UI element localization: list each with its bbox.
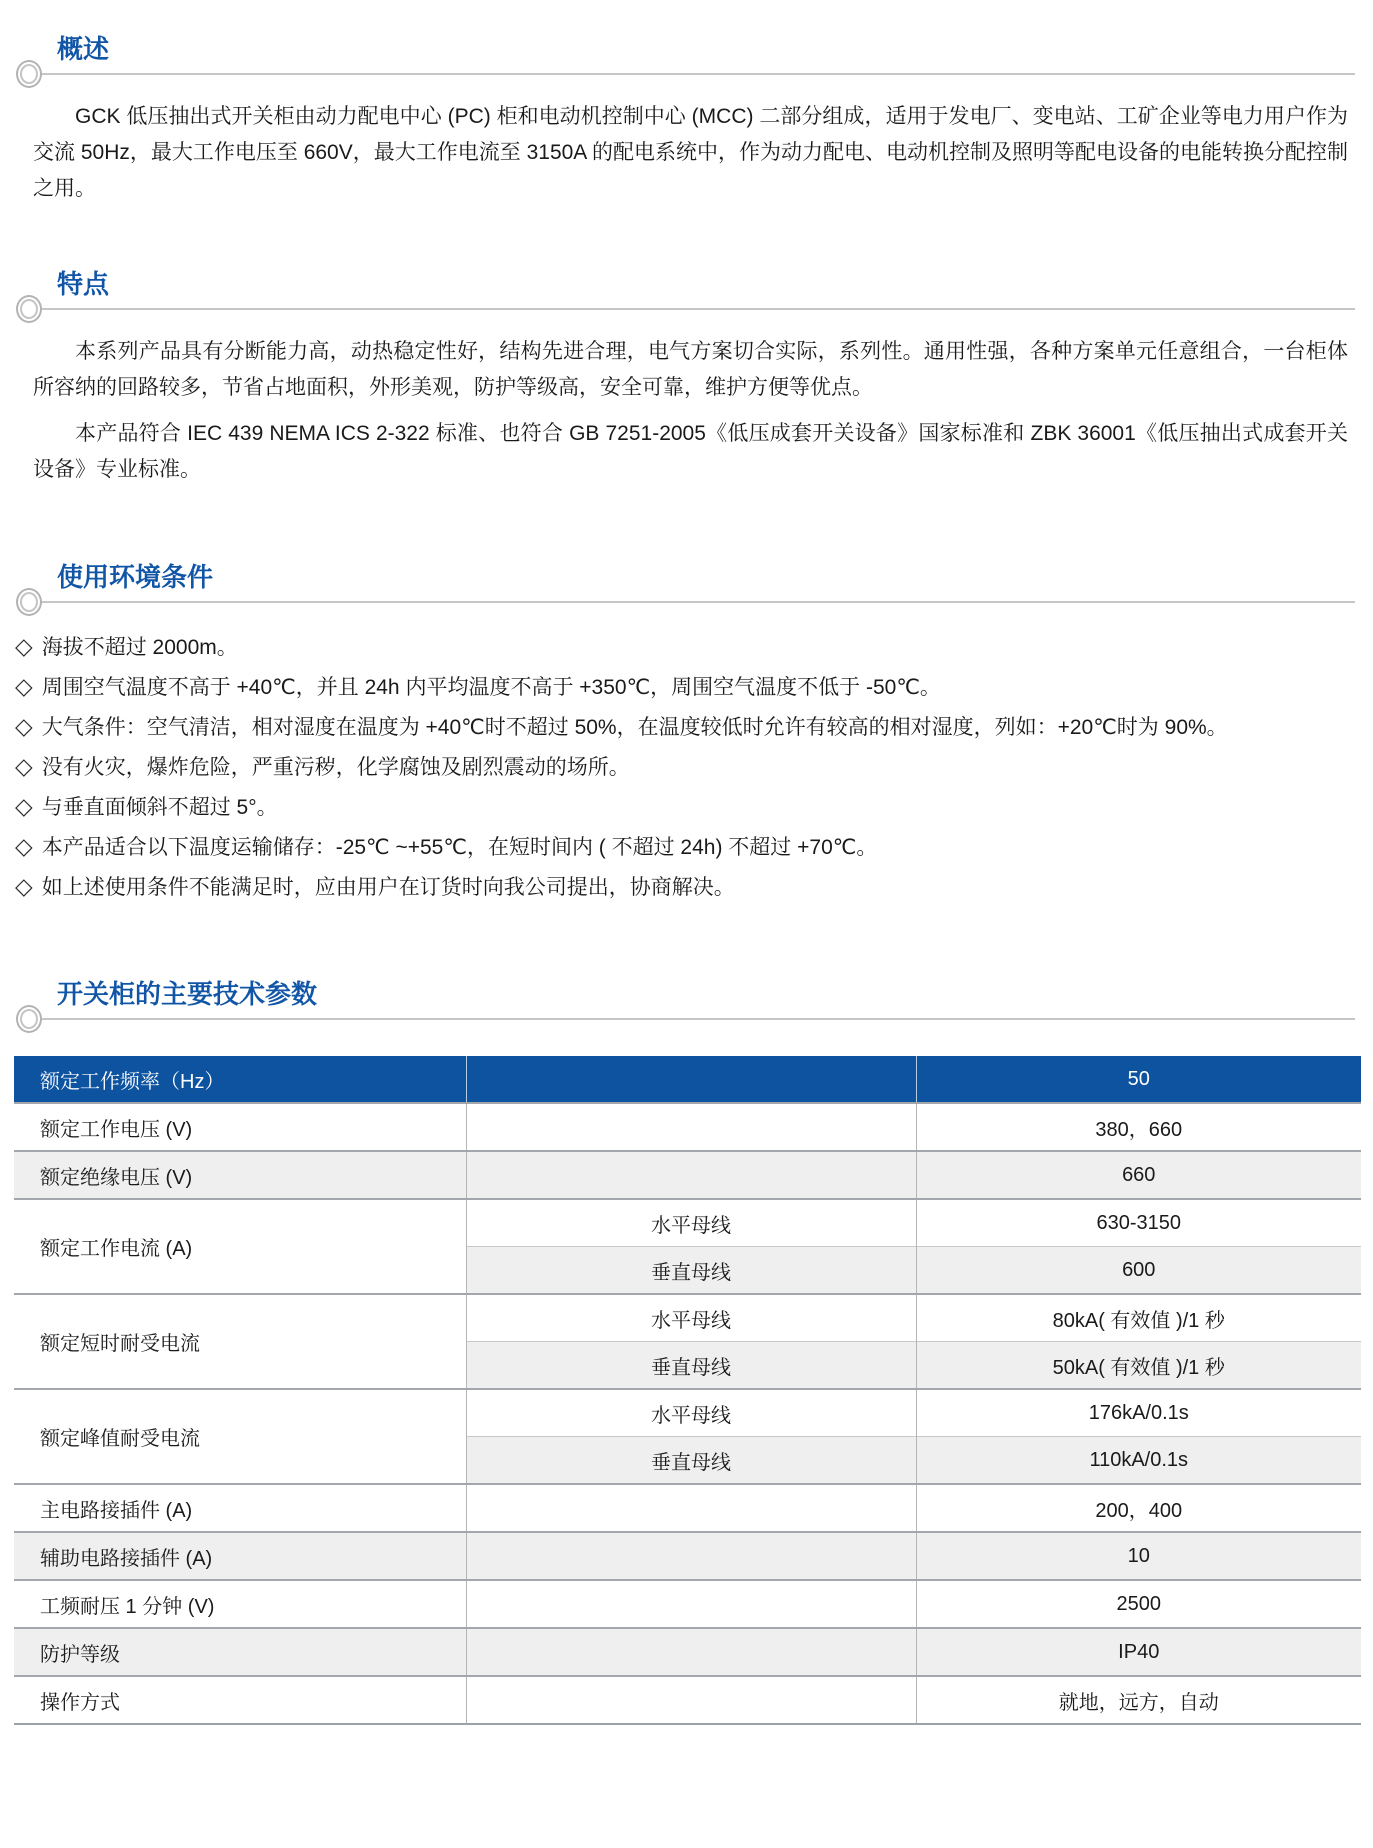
diamond-bullet-icon: ◇ [15,673,33,699]
param-value-cell: 2500 [916,1580,1361,1628]
params-table [14,1056,1361,1725]
diamond-bullet-icon: ◇ [15,713,33,739]
double-ring-inner [20,299,38,319]
param-sub-cell [466,1103,916,1151]
env-condition-text: 大气条件：空气清洁，相对湿度在温度为 +40℃时不超过 50%，在温度较低时允许有较高的相对湿度，列如：+20℃时为 90%。 [41,716,1228,739]
diamond-bullet-icon: ◇ [15,753,33,779]
param-value-cell: IP40 [916,1628,1361,1676]
param-sub-cell: 垂直母线 [466,1342,916,1390]
param-value-cell: 80kA( 有效值 )/1 秒 [916,1294,1361,1342]
param-sub-cell [466,1056,916,1103]
param-value-cell: 50 [916,1056,1361,1103]
param-label-cell: 额定工作电流 (A) [14,1199,466,1294]
param-label-cell: 工频耐压 1 分钟 (V) [14,1580,466,1628]
param-sub-cell [466,1532,916,1580]
param-sub-cell [466,1484,916,1532]
param-value-cell: 380，660 [916,1103,1361,1151]
diamond-bullet-icon: ◇ [15,793,33,819]
param-label-cell: 额定绝缘电压 (V) [14,1151,466,1199]
param-value-cell: 200，400 [916,1484,1361,1532]
param-sub-cell: 水平母线 [466,1389,916,1437]
param-label-cell: 额定峰值耐受电流 [14,1389,466,1484]
double-ring-inner [20,592,38,612]
table-row [14,1484,1361,1532]
double-ring-inner [20,64,38,84]
env-condition-text: 本产品适合以下温度运输储存：-25℃ ~+55℃，在短时间内 ( 不超过 24h) 不超过 +70℃。 [41,836,878,859]
param-value-cell: 630-3150 [916,1199,1361,1247]
table-header-row [14,1056,1361,1103]
param-value-cell: 就地，远方，自动 [916,1676,1361,1724]
env-condition-item [15,707,1360,747]
table-row [14,1676,1361,1724]
features-paragraph-1: 本系列产品具有分断能力高，动热稳定性好，结构先进合理，电气方案切合实际，系列性。通用性强，各种方案单元任意组合，一台柜体所容纳的回路较多，节省占地面积，外形美观，防护等级高，安全可靠，维护方便等优点。 [33,340,1348,399]
section-divider [31,1018,1355,1020]
param-sub-cell [466,1580,916,1628]
section-divider [31,73,1355,75]
param-sub-cell [466,1151,916,1199]
env-condition-item [15,747,1360,787]
param-sub-cell: 垂直母线 [466,1247,916,1295]
param-value-cell: 660 [916,1151,1361,1199]
section-environment [13,562,1360,907]
features-paragraph-2: 本产品符合 IEC 439 NEMA ICS 2-322 标准、也符合 GB 7251-2005《低压成套开关设备》国家标准和 ZBK 36001《低压抽出式成套开关设备》专业标准。 [33,422,1348,481]
double-ring-inner [20,1009,38,1029]
param-value-cell: 10 [916,1532,1361,1580]
double-ring-icon [16,295,42,323]
env-condition-item [15,827,1360,867]
param-label-cell: 辅助电路接插件 (A) [14,1532,466,1580]
double-ring-icon [16,588,42,616]
section-title-features: 特点 [57,269,110,299]
table-row [14,1532,1361,1580]
section-divider [31,601,1355,603]
section-title-environment: 使用环境条件 [57,562,214,592]
environment-condition-list [15,627,1360,907]
env-condition-item [15,667,1360,707]
env-condition-item [15,867,1360,907]
param-sub-cell [466,1628,916,1676]
param-label-cell: 额定工作频率（Hz） [14,1056,466,1103]
env-condition-text: 没有火灾，爆炸危险，严重污秽，化学腐蚀及剧烈震动的场所。 [41,756,630,779]
param-label-cell: 防护等级 [14,1628,466,1676]
table-row [14,1389,1361,1437]
table-row [14,1294,1361,1342]
param-sub-cell: 水平母线 [466,1294,916,1342]
double-ring-icon [16,60,42,88]
table-row [14,1580,1361,1628]
diamond-bullet-icon: ◇ [15,833,33,859]
section-divider [31,308,1355,310]
param-value-cell: 600 [916,1247,1361,1295]
diamond-bullet-icon: ◇ [15,633,33,659]
table-row [14,1103,1361,1151]
table-row [14,1199,1361,1247]
param-value-cell: 110kA/0.1s [916,1437,1361,1485]
section-parameters [13,979,1360,1725]
env-condition-text: 海拔不超过 2000m。 [41,636,238,659]
param-value-cell: 50kA( 有效值 )/1 秒 [916,1342,1361,1390]
env-condition-text: 如上述使用条件不能满足时，应由用户在订货时向我公司提出，协商解决。 [41,876,735,899]
double-ring-icon [16,1005,42,1033]
param-label-cell: 操作方式 [14,1676,466,1724]
param-sub-cell: 垂直母线 [466,1437,916,1485]
env-condition-item [15,787,1360,827]
param-label-cell: 主电路接插件 (A) [14,1484,466,1532]
diamond-bullet-icon: ◇ [15,873,33,899]
section-title-parameters: 开关柜的主要技术参数 [57,979,318,1009]
param-value-cell: 176kA/0.1s [916,1389,1361,1437]
param-label-cell: 额定短时耐受电流 [14,1294,466,1389]
table-row [14,1151,1361,1199]
env-condition-item [15,627,1360,667]
table-row [14,1628,1361,1676]
section-overview [13,34,1360,207]
env-condition-text: 周围空气温度不高于 +40℃，并且 24h 内平均温度不高于 +350℃，周围空气温度不低于 -50℃。 [41,676,941,699]
param-sub-cell: 水平母线 [466,1199,916,1247]
param-sub-cell [466,1676,916,1724]
param-label-cell: 额定工作电压 (V) [14,1103,466,1151]
env-condition-text: 与垂直面倾斜不超过 5°。 [41,796,278,819]
overview-paragraph: GCK 低压抽出式开关柜由动力配电中心 (PC) 柜和电动机控制中心 (MCC) 二部分组成，适用于发电厂、变电站、工矿企业等电力用户作为交流 50Hz，最大工作电压至 660V，最大工作电流至 3150A 的配电系统中，作为动力配电、电动机控制及照明等配电设备的电能转换分配控制之用。 [33,105,1348,200]
section-features [13,269,1360,488]
section-title-overview: 概述 [57,34,110,64]
